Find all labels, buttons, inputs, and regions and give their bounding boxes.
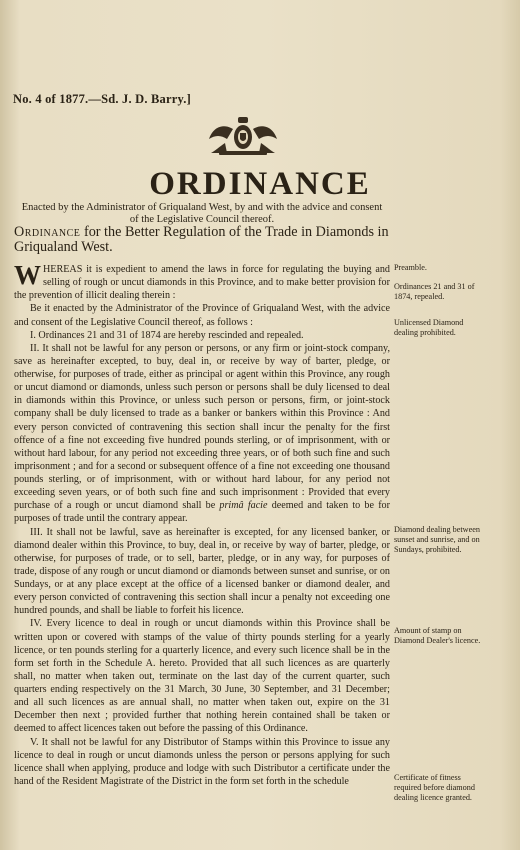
drop-cap: W [14,260,41,290]
section-1: I. Ordinances 21 and 31 of 1874 are hereby rescinded and repealed. [30,329,304,341]
margin-note-stamp: Amount of stamp on Diamond Dealer's licence. [394,626,481,645]
enacting-formula: Enacted by the Administrator of Griqualand West, by and with the advice and consent of the Legislative Council thereof. [21,202,383,225]
section-2-italic: primâ facie [219,500,268,512]
ordinance-short-title [14,225,394,255]
ordinance-lead-word: Ordinance [14,224,81,240]
ordinance-title-rest: for the Better Regulation of the Trade in Diamonds in Griqualand West. [14,224,389,255]
enacting-clause: Be it enacted by the Administrator of the Province of Griqualand West, with the advice and consent of the Legislative Council thereof, as follows : [14,303,390,328]
section-4: IV. Every licence to deal in rough or uncut diamonds within this Province shall be written upon or covered with stamps of the value of thirty pounds sterling for a yearly licence, or ten pounds sterling for a quarterly licence, and every such licence shall be in the form set forth in the Schedule A. hereto. Provided that all such licences as are quarterly shall, no matter when taken out, terminate on the last day of the current quarter, such quarters ending respectively on the 31 March, 30 June, 30 September, and 31 December; and all such licences as are annual shall, no matter when taken out, expire on the 31 December then next ; provided further that nothing herein contained shall be taken or deemed to affect licences taken out before the passing of this Ordinance. [14,618,390,735]
margin-note-certificate: Certificate of fitness required before diamond dealing licence granted. [394,773,475,802]
royal-crest-icon [205,113,281,157]
section-5: V. It shall not be lawful for any Distributor of Stamps within this Province to issue any licence to deal in rough or uncut diamonds unless the person or persons applying for such licence shall when applying, produce and lodge with such Distributor a certificate under the hand of the Resident Magistrate of the District in the form set forth in the schedule [14,736,390,787]
section-2 [14,342,390,526]
section-2-text-b: deemed and taken to be for purposes of trade until the contrary appear. [14,500,390,525]
preamble-paragraph [14,260,390,302]
ordinance-body [14,260,390,788]
section-3: III. It shall not be lawful, save as hereinafter is excepted, for any licensed banker, or diamond dealer within this Province, to buy, deal in, or receive by way of barter, pledge, or otherwise, for purposes of trade, or to sell, barter, pledge, or in any way, for purposes of trade, dispose of any rough or uncut diamond or diamonds between sunset and sunrise, or on Sundays, or at any place except at the office of a licensed banker or diamond dealer, and every person convicted of contravening this section shall incur a penalty not exceeding one hundred pounds, and shall be liable to forfeit his licence. [14,526,390,617]
margin-note-unlicensed: Unlicensed Diamond dealing prohibited. [394,318,464,337]
margin-note-sunset: Diamond dealing between sunset and sunrise, and on Sundays, prohibited. [394,525,480,554]
margin-note-preamble: Preamble. [394,263,427,272]
preamble-text: HEREAS it is expedient to amend the laws in force for regulating the buying and selling of rough or uncut diamonds in this Province, and to make better provision for the prevention of illicit dealing therein : [14,264,390,302]
document-title: ORDINANCE [149,166,371,202]
section-2-text-a: II. It shall not be lawful for any person or persons, or any firm or joint-stock company, save as hereinafter excepted, to buy, deal in, or receive by way of barter, pledge, or otherwise, for purposes of trade, either as principal or agent within this Province, any rough or uncut diamond or diamonds, unless such person or persons shall be duly licensed to deal in diamonds within this Province, or unless such person or persons, firm, or joint-stock company shall be duly licensed to trade as a banker or bankers within this Province : And every person convicted of contravening this section shall incur the penalty for the first offence of a fine not exceeding five hundred pounds sterling, or of imprisonment, with or without hard labour, for any period not exceeding three years, or of both such fine and such imprisonment ; and for a second or subsequent offence of a fine not exceeding one thousand pounds sterling, or of imprisonment, with or without hard labour, for any period not exceeding seven years, or of both such fine and such imprisonment : Provided that every purchase of a rough or uncut diamond shall be [14,342,390,512]
ordinance-citation: No. 4 of 1877.—Sd. J. D. Barry.] [13,92,191,106]
margin-note-repeal: Ordinances 21 and 31 of 1874, repealed. [394,282,475,301]
